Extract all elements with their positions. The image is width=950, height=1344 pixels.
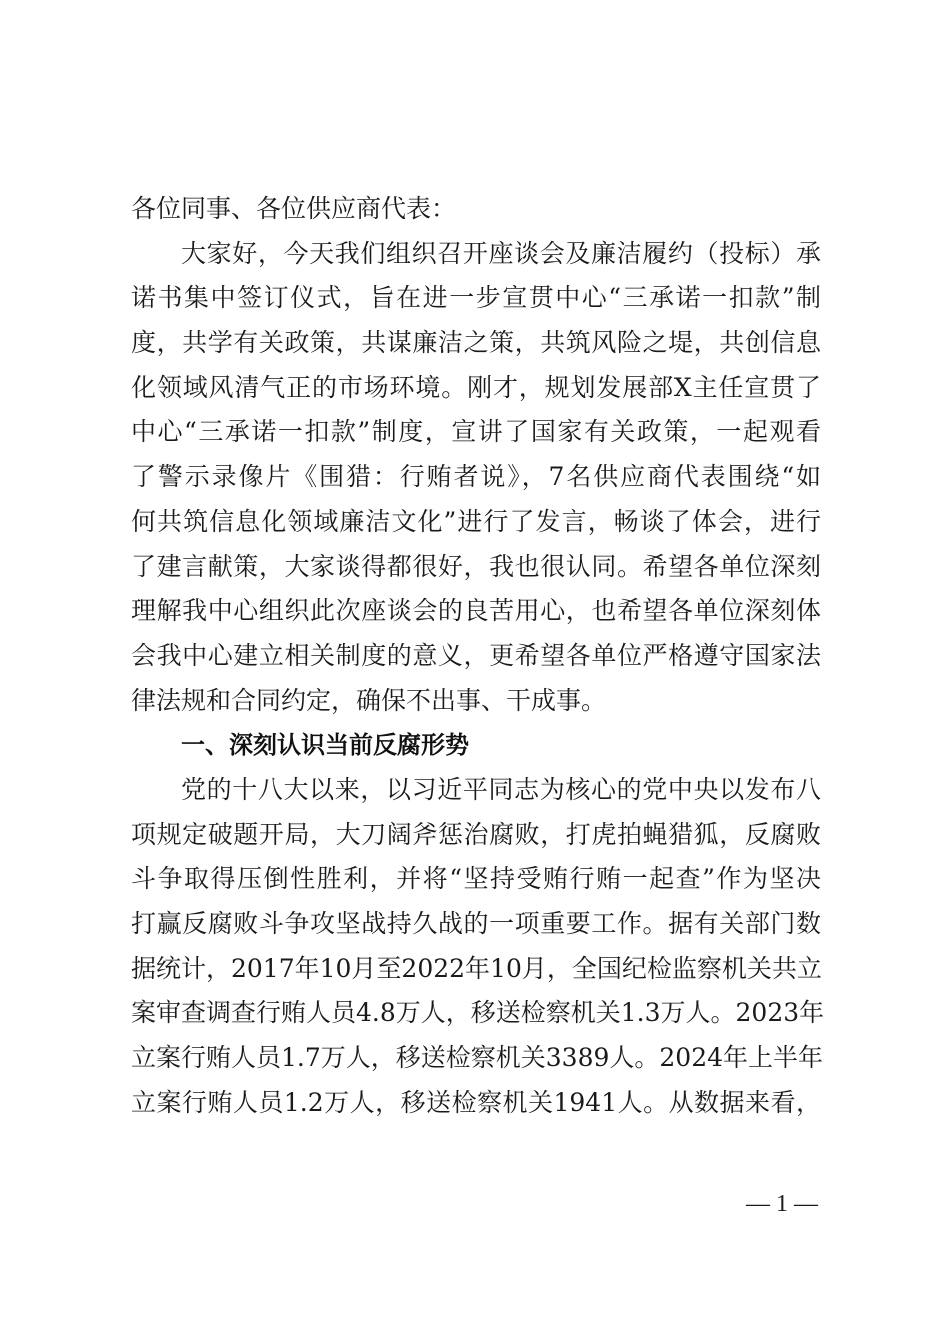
paragraph-line: 诺书集中签订仪式，旨在进一步宣贯中心“三承诺一扣款”制 (131, 283, 821, 313)
paragraph-anticorruption (131, 768, 825, 1126)
paragraph-line: 理解我中心组织此次座谈会的良苦用心，也希望各单位深刻体 (131, 596, 821, 626)
paragraph-line: 中心“三承诺一扣款”制度，宣讲了国家有关政策，一起观看 (131, 417, 821, 447)
salutation: 各位同事、各位供应商代表： (131, 194, 457, 223)
paragraph-line: 党的十八大以来，以习近平同志为核心的党中央以发布八 (181, 774, 821, 804)
section-heading: 一、深刻认识当前反腐形势 (181, 731, 469, 760)
paragraph-line: 度，共学有关政策，共谋廉洁之策，共筑风险之堤，共创信息 (131, 328, 821, 358)
paragraph-line: 律法规和合同约定，确保不出事、干成事。 (131, 685, 607, 715)
paragraph-line: 化领域风清气正的市场环境。刚才，规划发展部X主任宣贯了 (131, 372, 821, 402)
paragraph-line: 立案行贿人员1.2万人，移送检察机关1941人。从数据来看， (131, 1087, 821, 1117)
page-number: — 1 — (746, 1191, 818, 1217)
body-text (131, 187, 825, 1125)
paragraph-line: 斗争取得压倒性胜利，并将“坚持受贿行贿一起查”作为坚决 (131, 864, 821, 894)
paragraph-line: 了警示录像片《围猎：行贿者说》，7名供应商代表围绕“如 (131, 462, 821, 492)
paragraph-line: 何共筑信息化领域廉洁文化”进行了发言，畅谈了体会，进行 (131, 506, 821, 536)
paragraph-line: 项规定破题开局，大刀阔斧惩治腐败，打虎拍蝇猎狐，反腐败 (131, 819, 821, 849)
paragraph-intro (131, 232, 821, 724)
paragraph-line: 案审查调查行贿人员4.8万人，移送检察机关1.3万人。2023年 (131, 998, 825, 1028)
paragraph-line: 会我中心建立相关制度的意义，更希望各单位严格遵守国家法 (131, 640, 821, 670)
paragraph-line: 立案行贿人员1.7万人，移送检察机关3389人。2024年上半年 (131, 1043, 824, 1073)
paragraph-line: 打赢反腐败斗争攻坚战持久战的一项重要工作。据有关部门数 (131, 909, 821, 938)
paragraph-line: 据统计，2017年10月至2022年10月，全国纪检监察机关共立 (131, 953, 822, 983)
paragraph-line: 了建言献策，大家谈得都很好，我也很认同。希望各单位深刻 (131, 551, 821, 581)
paragraph-line: 大家好，今天我们组织召开座谈会及廉洁履约（投标）承 (181, 238, 821, 268)
